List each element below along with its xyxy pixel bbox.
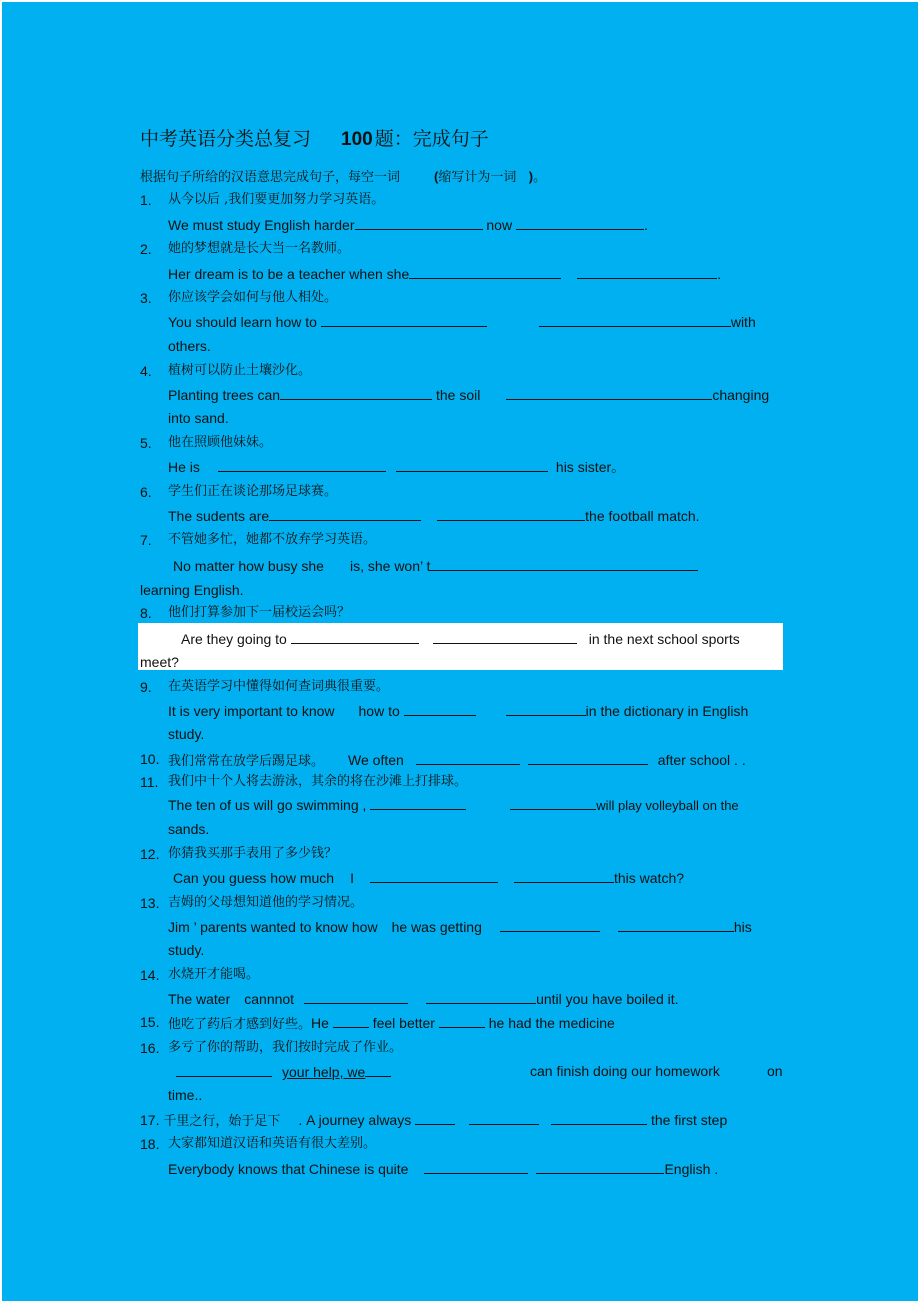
answer-blank[interactable] xyxy=(218,457,386,472)
answer-blank[interactable] xyxy=(404,701,476,716)
answer-blank[interactable] xyxy=(430,556,698,571)
question-8-en: Are they going to in the next school sports xyxy=(181,631,740,647)
question-7-en: No matter how busy she is, she won’ t xyxy=(173,556,698,575)
answer-blank[interactable] xyxy=(506,385,712,400)
answer-blank[interactable] xyxy=(439,1013,485,1028)
answer-blank[interactable] xyxy=(514,868,614,883)
answer-blank[interactable] xyxy=(355,215,483,230)
question-14-en: The water cannnot until you have boiled it. xyxy=(168,991,679,1007)
answer-blank[interactable] xyxy=(280,385,432,400)
question-3-en: You should learn how to with xyxy=(168,314,756,330)
answer-blank[interactable] xyxy=(396,457,548,472)
question-5-en: He is his sister。 xyxy=(168,459,626,475)
question-1-en: We must study English harder now . xyxy=(168,217,648,233)
question-4-cont: into sand. xyxy=(168,410,229,426)
answer-blank[interactable] xyxy=(416,750,520,765)
answer-blank[interactable] xyxy=(365,1062,391,1077)
question-16-en-on: on xyxy=(767,1063,783,1079)
question-8-cont: meet? xyxy=(140,654,179,670)
answer-blank[interactable] xyxy=(415,1110,455,1125)
title-number: 100 xyxy=(341,129,373,150)
answer-blank[interactable] xyxy=(176,1062,272,1077)
answer-blank[interactable] xyxy=(528,750,648,765)
title-text: 中考英语分类总复习 xyxy=(140,128,312,150)
answer-blank[interactable] xyxy=(370,795,466,810)
worksheet-page: 中考英语分类总复习 100 题：完成句子 根据句子所给的汉语意思完成句子，每空一词 (缩写计为一词 )。 1. 从今以后 ,我们要更加努力学习英语。 We must study English harder now . 2. 她的梦想就是长大当一名教师。 Her dream is to be a teacher when she . 3. 你应该学会如何与他人相处。 You should learn how to with others. 4. 植树可以防止土壤沙化。 Planting trees can the soil changing into sand. 5. 他在照顾他妹妹。 He is his sister。 6. 学生们正在谈论那场足球赛。 The sudents are the football match. 7. 不管她多忙，她都不放弃学习英语。 No matter how busy she is, she won’ t learning English. 8. 他们打算参加下一届校运会吗？ Are they going to in the next school sports meet? 9. 在英语学习中懂得如何查词典很重要。 It is very important to know how to in the dictionary in English study. 10. 我们常常在放学后踢足球。 We often after school . . 11. 我们中十个人将去游泳，其余的将在沙滩上打排球。 The ten of us will go swimming , will play volleyball on the sands. 12. 你猜我买那手表用了多少钱？ Can you guess how much I this watch? 13. 吉姆的父母想知道他的学习情况。 Jim ’ parents wanted to know how he was getting his study. 14. 水烧开才能喝。 The water cannnot until you have boiled it. 15. 他吃了药后才感到好些。He feel better he had the medicine 16. 多亏了你的帮助，我们按时完成了作业。 your help, we can finish doing our homework on time.. 17. 千里之行，始于足下 . A journey always the first step 18. 大家都知道汉语和英语有很大差别。 Everybody knows that Chinese is quite English . xyxy=(2,2,918,1301)
title-suffix: 题：完成句子 xyxy=(374,128,489,150)
question-13-en: Jim ’ parents wanted to know how he was getting his xyxy=(168,919,752,935)
answer-blank[interactable] xyxy=(618,917,734,932)
answer-blank[interactable] xyxy=(333,1013,369,1028)
question-4-en: Planting trees can the soil changing xyxy=(168,387,770,403)
answer-blank[interactable] xyxy=(409,264,561,279)
question-7-cont: learning English. xyxy=(140,582,244,598)
answer-blank[interactable] xyxy=(536,1159,664,1174)
answer-blank[interactable] xyxy=(469,1110,539,1125)
answer-blank[interactable] xyxy=(291,629,419,644)
question-9-en: It is very important to know how to in the dictionary in English xyxy=(168,703,749,719)
question-12-en: Can you guess how much I this watch? xyxy=(173,870,685,886)
answer-blank[interactable] xyxy=(577,264,717,279)
question-16-cont: time.. xyxy=(168,1087,203,1103)
question-13-cont: study. xyxy=(168,942,205,958)
answer-blank[interactable] xyxy=(551,1110,647,1125)
instruction: 根据句子所给的汉语意思完成句子，每空一词 (缩写计为一词 )。 xyxy=(140,169,547,185)
answer-blank[interactable] xyxy=(437,506,585,521)
answer-blank[interactable] xyxy=(304,989,408,1004)
answer-blank[interactable] xyxy=(321,312,487,327)
question-6-en: The sudents are the football match. xyxy=(168,508,700,524)
answer-blank[interactable] xyxy=(370,868,498,883)
question-3-cont: others. xyxy=(168,338,211,354)
answer-blank[interactable] xyxy=(506,701,586,716)
question-9-cont: study. xyxy=(168,726,205,742)
answer-blank[interactable] xyxy=(510,795,596,810)
question-16-en-right: can finish doing our homework xyxy=(530,1063,720,1079)
answer-blank[interactable] xyxy=(516,215,644,230)
answer-blank[interactable] xyxy=(426,989,536,1004)
question-18-en: Everybody knows that Chinese is quite English . xyxy=(168,1161,719,1177)
answer-blank[interactable] xyxy=(424,1159,528,1174)
question-16-en: your help, we xyxy=(176,1062,391,1081)
answer-blank[interactable] xyxy=(539,312,731,327)
question-17: 17. 千里之行，始于足下 . A journey always the first step xyxy=(140,1112,728,1129)
question-11-cont: sands. xyxy=(168,821,210,837)
question-2-en: Her dream is to be a teacher when she . xyxy=(168,266,722,282)
page-title xyxy=(140,124,489,151)
answer-blank[interactable] xyxy=(433,629,577,644)
question-11-en: The ten of us will go swimming , will play volleyball on the xyxy=(168,797,739,813)
answer-blank[interactable] xyxy=(269,506,421,521)
answer-blank[interactable] xyxy=(500,917,600,932)
